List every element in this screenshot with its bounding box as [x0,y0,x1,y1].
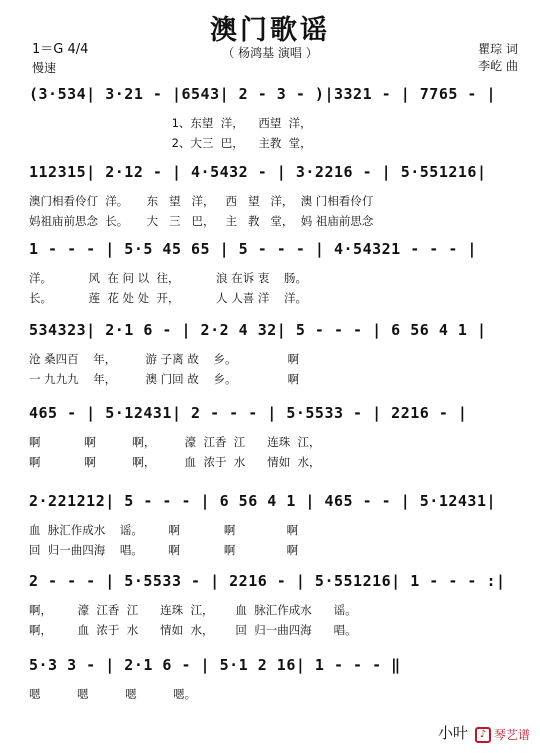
lyric-verse-1: 沧 桑四百 年， 游 子离 故 乡。 啊 [29,352,300,366]
logo-text: 琴艺谱 [493,728,530,742]
notation: 2·221212| 5 - - - | 6 56 4 1 | 465 - - | 5·12431| [29,492,497,510]
lyric-verse-2: 啊， 血 浓于 水 情如 水， 回 归一曲四海 唱。 [29,623,357,637]
lyric-verse-1: 洋。 风 在 问 以 往， 浪 在诉 衷 肠。 [29,271,307,285]
lyric-verse-2: 妈祖庙前思念 长。 大 三 巴， 主 教 堂， 妈 祖庙前思念 [29,214,374,228]
lyric-verse-2: 长。 莲 花 处 处 开， 人 人喜 洋 洋。 [29,291,307,305]
lyric-verse-1: 嗯 嗯 嗯 嗯。 [29,687,197,701]
notation: 1 - - - | 5·5 45 65 | 5 - - - | 4·54321 - - - | [29,240,477,258]
lyric-verse-1: 血 脉汇作成水 谣。 啊 啊 啊 [29,523,299,537]
lyric-verse-1: 啊， 濠 江香 江 连珠 江， 血 脉汇作成水 谣。 [29,603,357,617]
page-title: 澳门歌谣 [210,15,330,46]
singer-credit: （ 杨鸿基 演唱 ） [222,46,318,60]
lyric-verse-2: 2、大三 巴， 主教 堂， [29,136,312,150]
lyric-verse-2: 回 归一曲四海 唱。 啊 啊 啊 [29,543,299,557]
key-signature: 1＝G 4/4 [32,42,89,57]
tempo-marking: 慢速 [32,61,57,75]
notation: 5·3 3 - | 2·1 6 - | 5·1 2 16| 1 - - - ‖ [29,656,401,674]
notation: (3·534| 3·21 - |6543| 2 - 3 - )|3321 - | 7765 - | [29,85,497,103]
logo-icon: ♪ [475,727,491,743]
notation: 2 - - - | 5·5533 - | 2216 - | 5·551216| 1 - - - :| [29,572,506,590]
notation: 112315| 2·12 - | 4·5432 - | 3·2216 - | 5·551216| [29,163,487,181]
notation: 534323| 2·1 6 - | 2·2 4 32| 5 - - - | 6 56 4 1 | [29,321,487,339]
lyric-verse-2: 啊 啊 啊， 血 浓于 水 情如 水， [29,455,321,469]
lyric-verse-2: 一 九九九 年， 澳 门回 故 乡。 啊 [29,372,300,386]
notation: 465 - | 5·12431| 2 - - - | 5·5533 - | 2216 - | [29,404,468,422]
handwritten-signature: 小叶 [437,724,468,742]
lyric-verse-1: 啊 啊 啊， 濠 江香 江 连珠 江， [29,435,321,449]
lyric-verse-1: 澳门相看伶仃 洋。 东 望 洋， 西 望 洋， 澳 门相看伶仃 [29,194,374,208]
lyric-verse-1: 1、东望 洋， 西望 洋， [29,116,312,130]
lyricist-credit: 瞿琮 词 [478,42,518,56]
composer-credit: 李屹 曲 [478,59,518,73]
site-logo [475,726,530,743]
